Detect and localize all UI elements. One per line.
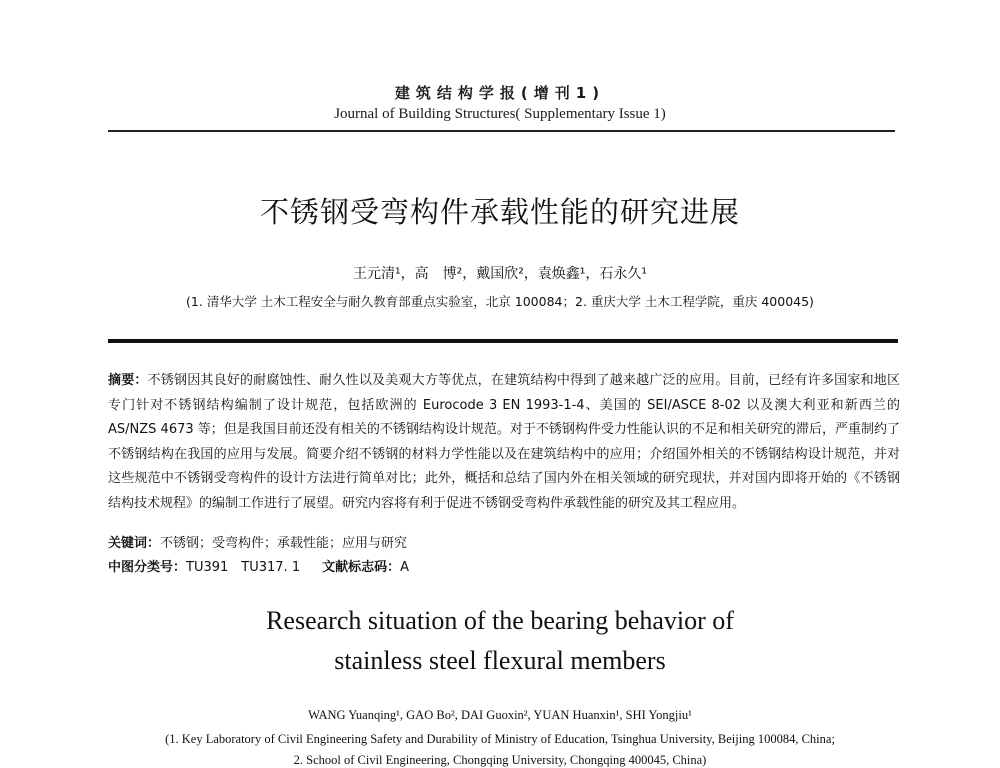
section-rule bbox=[108, 339, 898, 343]
title-english-line-2: stainless steel flexural members bbox=[334, 646, 666, 675]
authors-chinese: 王元清¹，高 博²，戴国欣²，袁焕鑫¹，石永久¹ bbox=[352, 266, 648, 282]
document-code-value: A bbox=[400, 560, 410, 575]
document-code-label: 文献标志码： bbox=[322, 560, 401, 575]
keywords bbox=[108, 532, 900, 551]
clc-label: 中图分类号： bbox=[108, 560, 187, 575]
affiliation-english: (1. Key Laboratory of Civil Engineering Safety and Durability of Ministry of Education, Tsinghua University, Beijing 100084, China; bbox=[165, 732, 835, 746]
journal-name-chinese: 建筑结构学报(增刊1) bbox=[394, 84, 606, 102]
paper-title-english bbox=[0, 601, 1000, 681]
keywords-label: 关键词： bbox=[108, 536, 161, 551]
title-english-line-1: Research situation of the bearing behavior of bbox=[266, 606, 734, 635]
abstract-text: 不锈钢因其良好的耐腐蚀性、耐久性以及美观大方等优点，在建筑结构中得到了越来越广泛的应用。目前，已经有许多国家和地区专门针对不锈钢结构编制了设计规范，包括欧洲的 Eurocode 3 EN 1993-1-4、美国的 SEI/ASCE 8-02 以及澳大利亚和新西兰的 AS/NZS 4673 等；但是我国目前还没有相关的不锈钢结构设计规范。对于不锈钢构件受力性能认识的不足和相关研究的滞后，严重制约了不锈钢结构在我国的应用与发展。简要介绍不锈钢的材料力学性能以及在建筑结构中的应用；介绍国外相关的不锈钢结构设计规范，并对这些规范中不锈钢受弯构件的设计方法进行简单对比；此外，概括和总结了国内外在相关领域的研究现状，并对国内即将开始的《不锈钢结构技术规程》的编制工作进行了展望。研究内容将有利于促进不锈钢受弯构件承载性能的研究及其工程应用。 bbox=[108, 373, 900, 511]
abstract-label: 摘要： bbox=[108, 373, 148, 388]
header-rule bbox=[108, 130, 895, 132]
affiliation-chinese: (1. 清华大学 土木工程安全与耐久教育部重点实验室，北京 100084；2. 重庆大学 土木工程学院，重庆 400045) bbox=[186, 294, 814, 309]
classification-line bbox=[108, 556, 900, 575]
authors-english: WANG Yuanqing¹, GAO Bo², DAI Guoxin², YUAN Huanxin¹, SHI Yongjiu¹ bbox=[308, 708, 692, 722]
journal-name-english: Journal of Building Structures( Supplementary Issue 1) bbox=[334, 106, 666, 122]
abstract bbox=[108, 369, 900, 517]
affiliation-english-line-2: 2. School of Civil Engineering, Chongqing University, Chongqing 400045, China) bbox=[293, 753, 707, 767]
keywords-text: 不锈钢；受弯构件；承载性能；应用与研究 bbox=[160, 536, 408, 551]
clc-value: TU391 TU317. 1 bbox=[186, 560, 301, 575]
paper-title-chinese: 不锈钢受弯构件承载性能的研究进展 bbox=[259, 195, 740, 229]
